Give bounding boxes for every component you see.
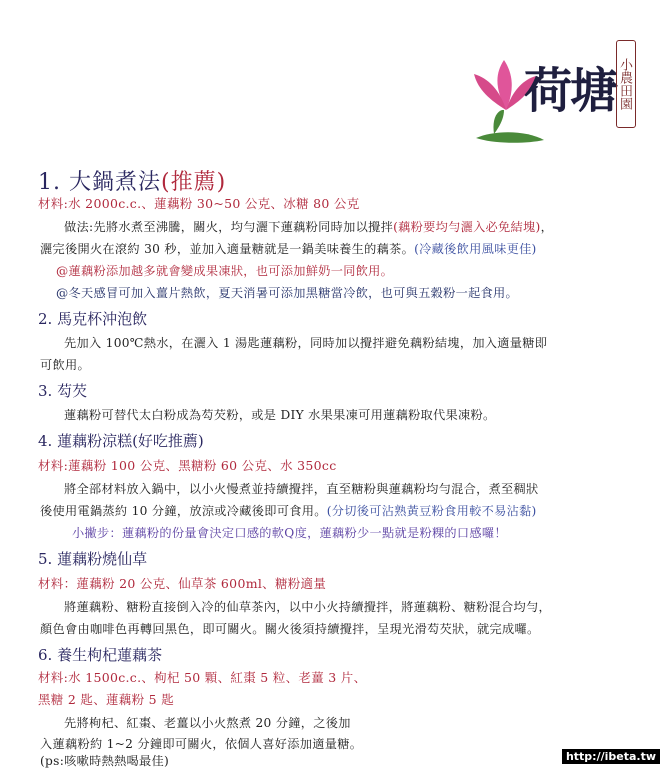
section1-materials: 材料:水 2000c.c.、蓮藕粉 30~50 公克、冰糖 80 公克 bbox=[38, 196, 360, 211]
section4-materials-text: 蓮藕粉 100 公克、黑糖粉 60 公克、水 350cc bbox=[68, 458, 337, 473]
section5-line1: 將蓮藕粉、糖粉直接倒入冷的仙草茶內，以中小火持續攪拌，將蓮藕粉、糖粉混合均勻， bbox=[64, 600, 552, 614]
section6-materials1-text: 水 1500c.c.、枸杞 50 顆、紅棗 5 粒、老薑 3 片、 bbox=[68, 670, 367, 685]
section1-tip2: @冬天感冒可加入薑片熱飲，夏天消暑可添加黑糖當冷飲，也可與五穀粉一起食用。 bbox=[56, 286, 519, 300]
section6-line3: (ps:咳嗽時熱熱喝最佳) bbox=[40, 754, 170, 768]
section1-tip1: @蓮藕粉添加越多就會變成果凍狀，也可添加鮮奶一同飲用。 bbox=[56, 264, 394, 278]
section5-line2: 顏色會由咖啡色再轉回黑色，即可關火。關火後須持續攪拌，呈現光滑芶芡狀，就完成囉。 bbox=[40, 622, 540, 636]
section1-title bbox=[38, 165, 226, 196]
section2-line1: 先加入 100℃熱水，在灑入 1 湯匙蓮藕粉，同時加以攪拌避免藕粉結塊，加入適量糖即 bbox=[64, 336, 548, 350]
section1-method-a-text: 做法:先將水煮至沸騰，關火，均勻灑下蓮藕粉同時加以攪拌 bbox=[64, 220, 394, 234]
section1-method-b bbox=[40, 240, 537, 257]
section1-method-a bbox=[64, 218, 553, 235]
site-watermark: http://ibeta.tw bbox=[562, 749, 660, 764]
section1-title-text: 1. 大鍋煮法 bbox=[38, 170, 161, 195]
section5-title: 5. 蓮藕粉燒仙草 bbox=[38, 550, 148, 568]
section6-materials1 bbox=[38, 668, 366, 686]
section6-materials-label: 材料: bbox=[38, 670, 69, 685]
section4-tip: 小撇步：蓮藕粉的份量會決定口感的軟Q度，蓮藕粉少一點就是粉粿的口感囉！ bbox=[72, 526, 507, 540]
section1-method-b-note: (冷藏後飲用風味更佳) bbox=[414, 242, 537, 256]
section1-title-note: (推薦) bbox=[160, 170, 227, 195]
logo-name: 荷塘 bbox=[524, 63, 617, 119]
section6-line2: 入蓮藕粉約 1~2 分鐘即可關火，依個人喜好添加適量糖。 bbox=[40, 737, 363, 751]
section1-method-b-text: 灑完後開火在滾約 30 秒，並加入適量糖就是一鍋美味養生的藕茶。 bbox=[40, 242, 415, 256]
section4-line2-text: 後使用電鍋蒸約 10 分鐘，放涼或冷藏後即可食用。 bbox=[40, 504, 327, 518]
section6-materials2: 黑糖 2 匙、蓮藕粉 5 匙 bbox=[38, 692, 174, 707]
section6-line1: 先將枸杞、紅棗、老薑以小火熬煮 20 分鐘，之後加 bbox=[64, 716, 351, 730]
section5-materials-text: 蓮藕粉 20 公克、仙草茶 600ml、糖粉適量 bbox=[76, 576, 327, 591]
section1-method-a-end: ， bbox=[540, 220, 554, 234]
section4-line2-note: (分切後可沾熟黃豆粉食用較不易沾黏) bbox=[326, 504, 537, 518]
section4-line2 bbox=[40, 502, 537, 519]
section4-line1: 將全部材料放入鍋中，以小火慢煮並持續攪拌，直至糖粉與蓮藕粉均勻混合，煮至稠狀 bbox=[64, 482, 539, 496]
section4-materials bbox=[38, 456, 337, 474]
section1-method-a-note: (藕粉要均勻灑入必免結塊) bbox=[393, 220, 541, 234]
logo-seal: 小農田園 bbox=[616, 40, 636, 128]
section3-line1: 蓮藕粉可替代太白粉成為芶芡粉，或是 DIY 水果果凍可用蓮藕粉取代果凍粉。 bbox=[64, 408, 496, 422]
section6-title: 6. 養生枸杞蓮藕茶 bbox=[38, 646, 163, 664]
section2-line2: 可飲用。 bbox=[40, 358, 90, 372]
section5-materials-label: 材料： bbox=[38, 576, 77, 591]
section5-materials bbox=[38, 574, 326, 592]
section4-title: 4. 蓮藕粉涼糕(好吃推薦) bbox=[38, 432, 204, 450]
logo bbox=[466, 40, 656, 150]
section2-title: 2. 馬克杯沖泡飲 bbox=[38, 310, 148, 328]
section3-title: 3. 芶芡 bbox=[38, 382, 88, 400]
section4-materials-label: 材料: bbox=[38, 458, 69, 473]
